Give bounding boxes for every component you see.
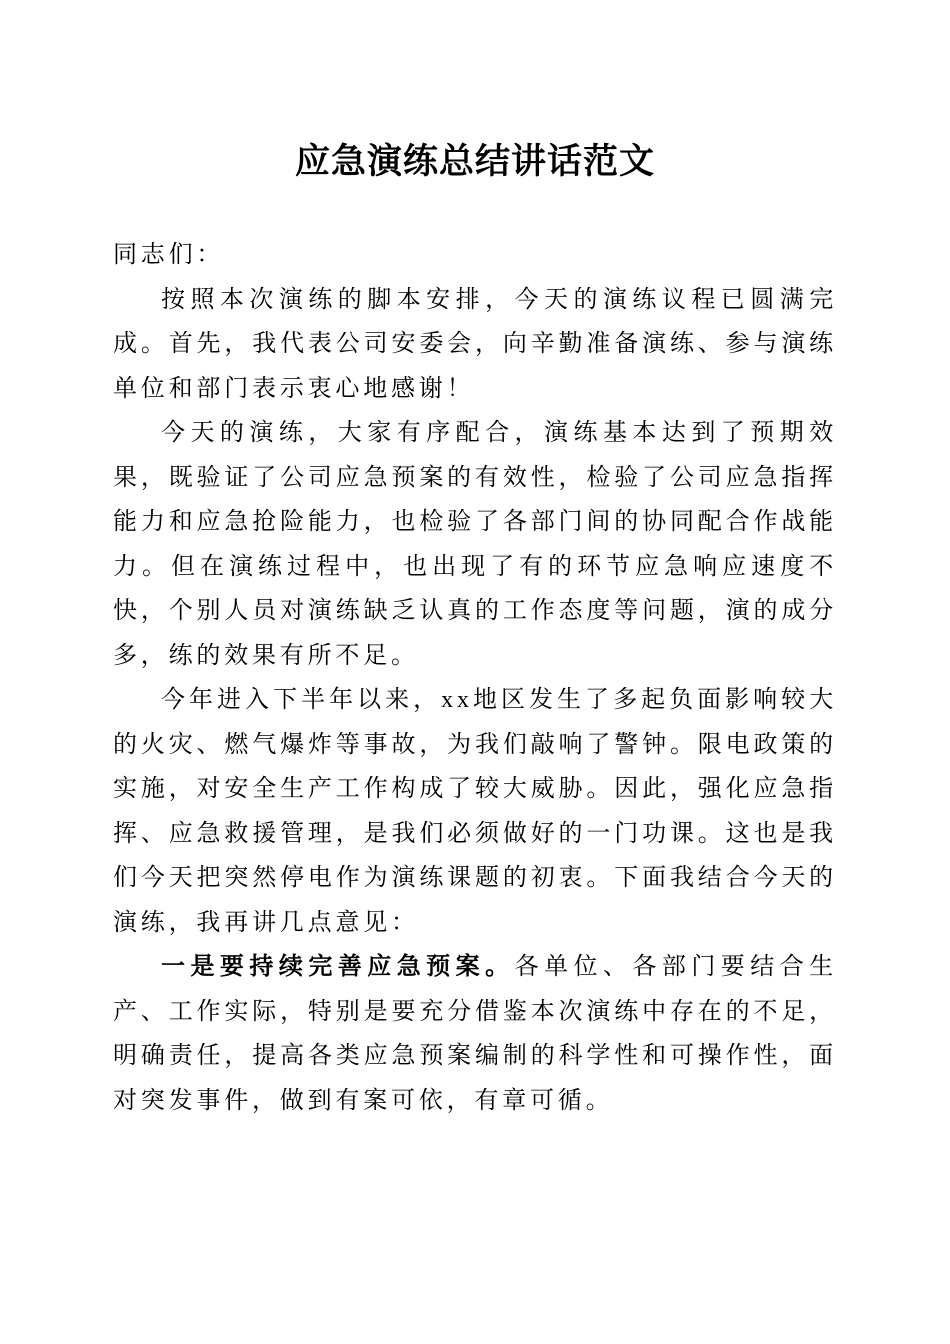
salutation-line: 同志们： — [113, 242, 225, 268]
paragraph-text: 各单位、各部门要结合生产、工作实际，特别是要充分借鉴本次演练中存在的不足，明确责任，提高各类应急预案编制的科学性和可操作性，面对突发事件，做到有案可依，有章可循。 — [113, 954, 837, 1114]
paragraph: 今年进入下半年以来，xx地区发生了多起负面影响较大的火灾、燃气爆炸等事故，为我们敲响了警钟。限电政策的实施，对安全生产工作构成了较大威胁。因此，强化应急指挥、应急救援管理，是我们必须做好的一门功课。这也是我们今天把突然停电作为演练课题的初衷。下面我结合今天的演练，我再讲几点意见： — [113, 687, 837, 936]
paragraph: 按照本次演练的脚本安排，今天的演练议程已圆满完成。首先，我代表公司安委会，向辛勤准备演练、参与演练单位和部门表示衷心地感谢！ — [113, 286, 837, 402]
paragraph: 今天的演练，大家有序配合，演练基本达到了预期效果，既验证了公司应急预案的有效性，检验了公司应急指挥能力和应急抢险能力，也检验了各部门间的协同配合作战能力。但在演练过程中，也出现了有的环节应急响应速度不快，个别人员对演练缺乏认真的工作态度等问题，演的成分多，练的效果有所不足。 — [113, 420, 837, 669]
document-body — [113, 233, 837, 1123]
document-title: 应急演练总结讲话范文 — [294, 142, 655, 181]
paragraph — [113, 945, 837, 1123]
paragraph-lead-bold: 一是要持续完善应急预案。 — [161, 954, 515, 980]
